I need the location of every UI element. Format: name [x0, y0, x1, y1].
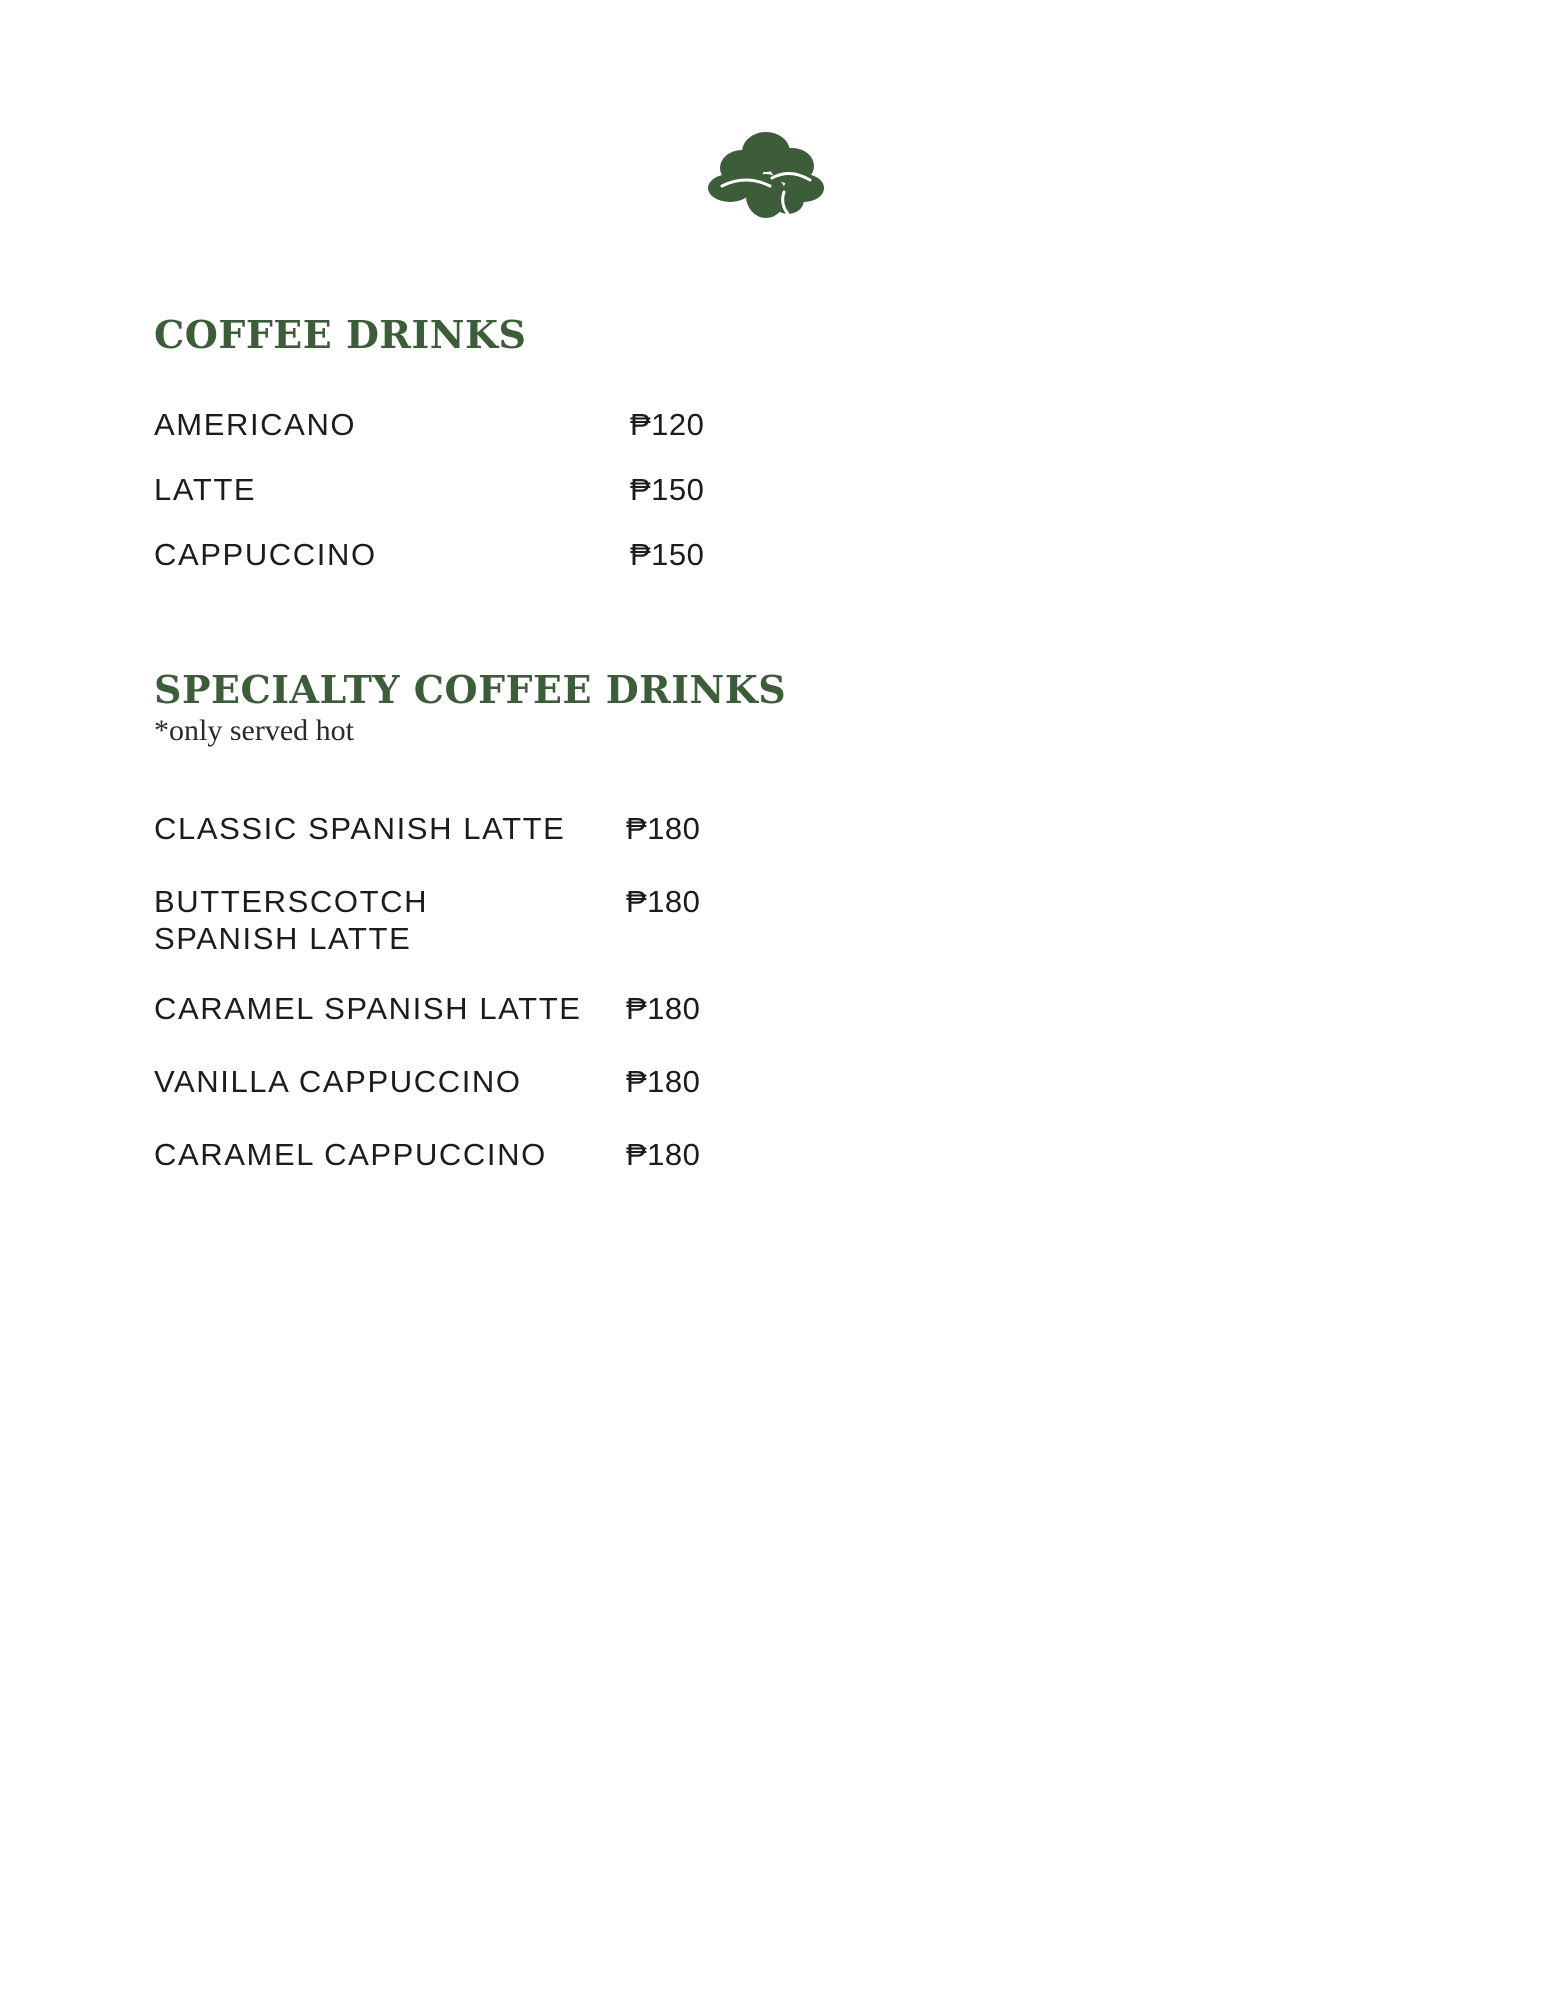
menu-item-price: ₱150 — [630, 472, 705, 507]
menu-item-name: VANILLA CAPPUCCINO — [154, 1064, 522, 1099]
menu-item-price: ₱180 — [626, 811, 701, 846]
specialty-note: *only served hot — [154, 714, 354, 747]
menu-item-name: AMERICANO — [154, 407, 357, 442]
menu-item-price: ₱120 — [630, 407, 705, 442]
coffee-drinks-title: COFFEE DRINKS — [154, 312, 527, 357]
menu-item-name: CAPPUCCINO — [154, 537, 377, 572]
cloud-leaf-logo-icon — [706, 130, 826, 220]
menu-item-price: ₱180 — [626, 884, 701, 919]
menu-item-name: CARAMEL CAPPUCCINO — [154, 1137, 547, 1172]
menu-item-name: BUTTERSCOTCH SPANISH LATTE — [154, 884, 429, 956]
menu-item-price: ₱180 — [626, 1064, 701, 1099]
menu-item-name: LATTE — [154, 472, 257, 507]
menu-item-name: CLASSIC SPANISH LATTE — [154, 811, 566, 846]
menu-item-name: CARAMEL SPANISH LATTE — [154, 991, 582, 1026]
menu-item-price: ₱180 — [626, 991, 701, 1026]
menu-item-price: ₱150 — [630, 537, 705, 572]
specialty-coffee-drinks-title: SPECIALTY COFFEE DRINKS — [154, 667, 787, 712]
menu-item-price: ₱180 — [626, 1137, 701, 1172]
